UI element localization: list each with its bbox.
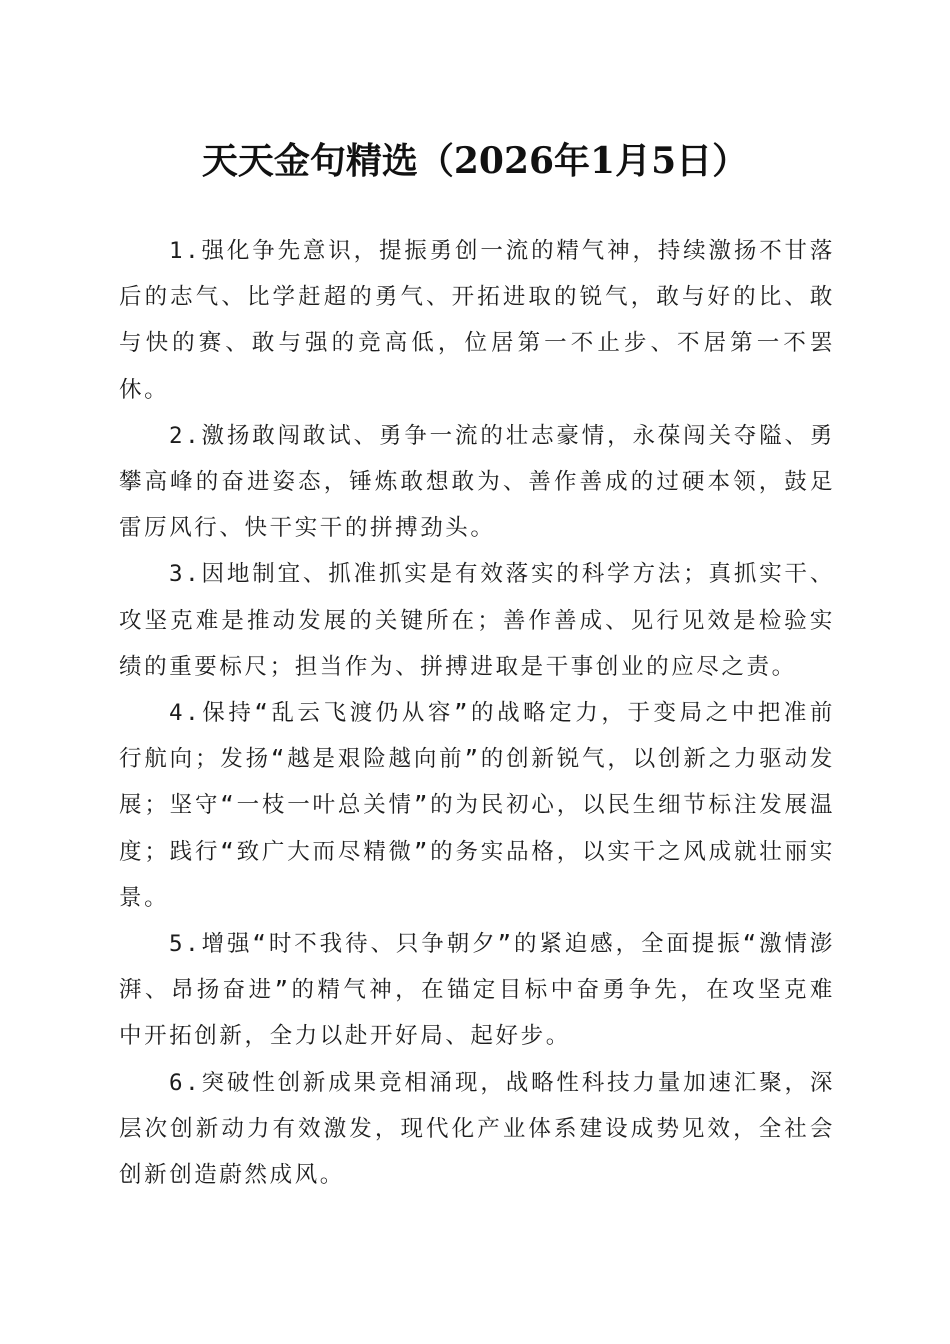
document-title: 天天金句精选（2026年1月5日） bbox=[201, 140, 749, 182]
quote-paragraph-3: 3.因地制宜、抓准抓实是有效落实的科学方法；真抓实干、攻坚克难是推动发展的关键所在；善作善成、见行见效是检验实绩的重要标尺；担当作为、拼搏进取是干事创业的应尽之责。 bbox=[119, 561, 835, 680]
quote-paragraph-5: 5.增强“时不我待、只争朝夕”的紧迫感，全面提振“激情澎湃、昂扬奋进”的精气神，在锚定目标中奋勇争先，在攻坚克难中开拓创新，全力以赴开好局、起好步。 bbox=[119, 931, 835, 1050]
quote-paragraph-1: 1.强化争先意识，提振勇创一流的精气神，持续激扬不甘落后的志气、比学赶超的勇气、开拓进取的锐气，敢与好的比、敢与快的赛、敢与强的竞高低，位居第一不止步、不居第一不罢休。 bbox=[119, 238, 835, 403]
quote-paragraph-6: 6.突破性创新成果竞相涌现，战略性科技力量加速汇聚，深层次创新动力有效激发，现代化产业体系建设成势见效，全社会创新创造蔚然成风。 bbox=[119, 1069, 835, 1189]
quote-paragraph-2: 2.激扬敢闯敢试、勇争一流的壮志豪情，永葆闯关夺隘、勇攀高峰的奋进姿态，锤炼敢想敢为、善作善成的过硬本领，鼓足雷厉风行、快干实干的拼搏劲头。 bbox=[119, 422, 835, 542]
document-body bbox=[119, 228, 835, 1198]
quote-paragraph-4: 4.保持“乱云飞渡仍从容”的战略定力，于变局之中把准前行航向；发扬“越是艰险越向前”的创新锐气，以创新之力驱动发展；坚守“一枝一叶总关情”的为民初心，以民生细节标注发展温度；践行“致广大而尽精微”的务实品格，以实干之风成就壮丽实景。 bbox=[119, 700, 835, 911]
